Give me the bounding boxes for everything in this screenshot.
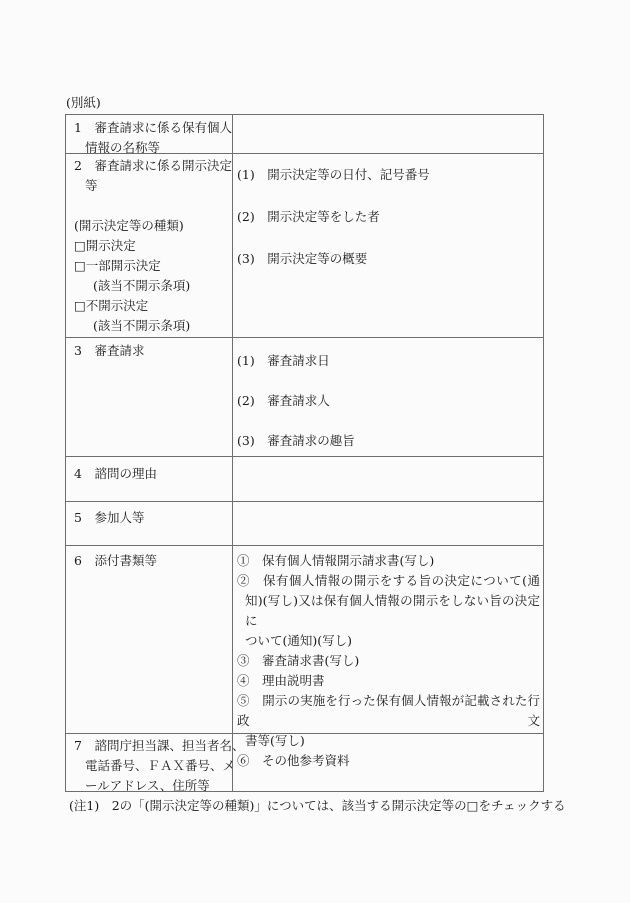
item-line: ② 保有個人情報の開示をする旨の決定について(通 — [237, 573, 540, 588]
item-line: 知)(写し)又は保有個人情報の開示をしない旨の決定に — [245, 593, 540, 628]
decision-type-heading: (開示決定等の種類) — [74, 218, 184, 233]
row1-label-cell — [66, 115, 233, 154]
row3-items-cell — [233, 338, 543, 457]
label-line: 電話番号、ＦＡＸ番号、メ — [85, 758, 236, 773]
label-line: ールアドレス、住所等 — [85, 778, 210, 793]
label-line: 2 審査請求に係る開示決定 — [74, 158, 232, 173]
item-line: ⑥ その他参考資料 — [237, 753, 350, 768]
applicable-clauses-note: (該当不開示条項) — [93, 318, 191, 333]
row6-items-cell — [233, 546, 543, 768]
label-line: 6 添付書類等 — [74, 553, 157, 568]
row7-value-cell — [233, 734, 543, 791]
applicable-clauses-note: (該当不開示条項) — [93, 278, 191, 293]
item-line: ① 保有個人情報開示請求書(写し) — [237, 553, 435, 568]
label-line: 5 参加人等 — [74, 510, 145, 525]
item-line: (1) 開示決定等の日付、記号番号 — [237, 167, 430, 182]
label-line: 3 審査請求 — [74, 343, 145, 358]
row7-label-cell — [66, 734, 245, 793]
row5-label-cell — [66, 502, 233, 546]
item-line: (2) 開示決定等をした者 — [237, 209, 380, 224]
row2-items-cell — [233, 154, 543, 338]
label-line: 等 — [85, 178, 98, 193]
item-line: ⑤ 開示の実施を行った保有個人情報が記載された行政文 — [237, 693, 540, 728]
footnote: (注1) 2の「(開示決定等の種類)」については、該当する開示決定等の□をチェックする — [69, 798, 566, 813]
item-line: (3) 開示決定等の概要 — [237, 251, 368, 266]
label-line: 1 審査請求に係る保有個人 — [74, 120, 232, 135]
row4-value-cell — [233, 457, 543, 502]
review-request-table — [65, 114, 544, 792]
label-line: 情報の名称等 — [85, 140, 161, 155]
item-line: ④ 理由説明書 — [237, 673, 325, 688]
row2-label-cell — [66, 154, 233, 338]
label-line: 4 諮問の理由 — [74, 466, 157, 481]
item-line: ③ 審査請求書(写し) — [237, 653, 360, 668]
checkbox-non-disclosure[interactable]: □不開示決定 — [74, 298, 149, 313]
item-line: (1) 審査請求日 — [237, 353, 330, 368]
item-line: (3) 審査請求の趣旨 — [237, 433, 355, 448]
row5-value-cell — [233, 502, 543, 546]
label-line: 7 諮問庁担当課、担当者名、 — [74, 738, 245, 753]
item-line: (2) 審査請求人 — [237, 393, 330, 408]
attachment-label: (別紙) — [66, 95, 101, 110]
checkbox-partial-disclosure[interactable]: □一部開示決定 — [74, 258, 161, 273]
item-line: 書等(写し) — [245, 733, 305, 748]
row6-label-cell — [66, 546, 233, 734]
row1-value-cell — [233, 115, 543, 154]
row4-label-cell — [66, 457, 233, 502]
row3-label-cell — [66, 338, 233, 457]
checkbox-full-disclosure[interactable]: □開示決定 — [74, 238, 136, 253]
item-line: ついて(通知)(写し) — [245, 633, 353, 648]
